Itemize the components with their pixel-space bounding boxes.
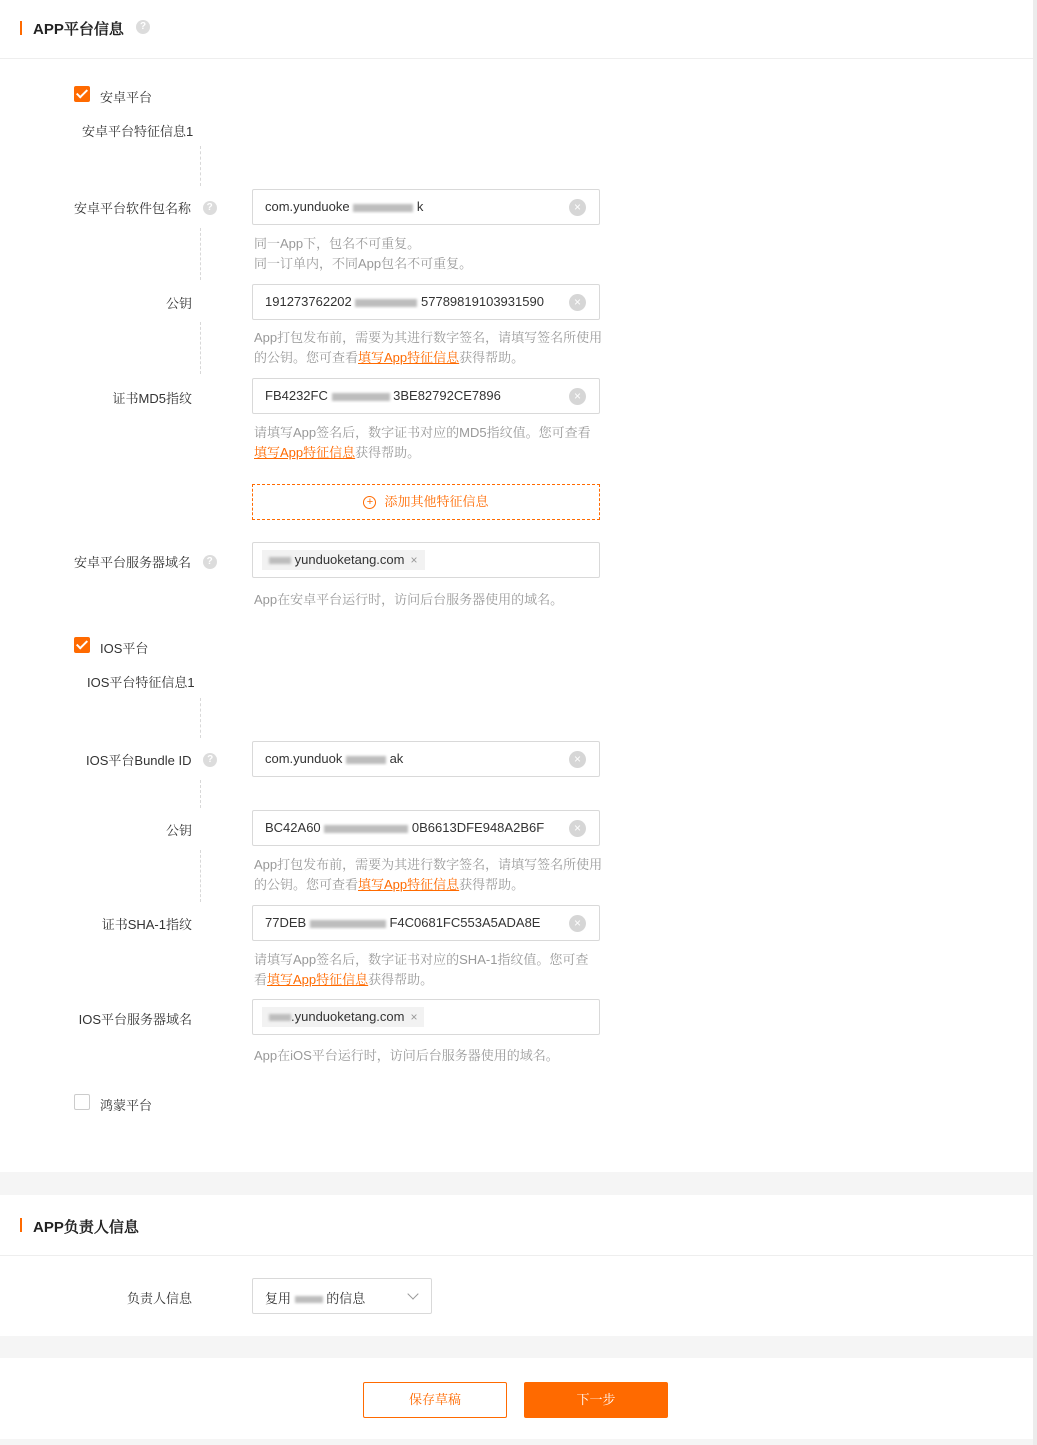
ios-public-key-input[interactable] — [252, 810, 600, 846]
help-link[interactable]: 填写App特征信息 — [358, 877, 460, 892]
page-scrollbar[interactable] — [1033, 0, 1037, 1445]
android-public-key-value: 191273762202 57789819103931590 — [265, 294, 544, 309]
timeline-connector — [200, 850, 201, 902]
owner-select[interactable] — [252, 1278, 432, 1314]
ios-platform-checkbox[interactable] — [74, 637, 90, 653]
timeline-connector — [200, 146, 201, 186]
harmony-platform-label: 鸿蒙平台 — [100, 1098, 153, 1113]
actions-card — [0, 1358, 1033, 1439]
android-package-label: 安卓平台软件包名称 — [74, 201, 192, 216]
section-accent-bar — [20, 1218, 22, 1232]
clear-icon[interactable]: × — [569, 751, 586, 768]
android-md5-hint: 请填写App签名后，数字证书对应的MD5指纹值。您可查看填写App特征信息获得帮助。 — [254, 425, 591, 460]
ios-domain-hint: App在iOS平台运行时，访问后台服务器使用的域名。 — [254, 1048, 559, 1063]
ios-platform-label: IOS平台 — [100, 641, 149, 656]
clear-icon[interactable]: × — [569, 820, 586, 837]
android-public-key-input[interactable] — [252, 284, 600, 320]
ios-public-key-value: BC42A60 0B6613DFE948A2B6F — [265, 820, 545, 835]
ios-public-key-hint: App打包发布前，需要为其进行数字签名，请填写签名所使用的公钥。您可查看填写App特征信息获得帮助。 — [254, 857, 603, 892]
add-feature-info-button[interactable]: + 添加其他特征信息 — [252, 484, 600, 520]
android-package-hint: 同一App下，包名不可重复。 同一订单内，不同App包名不可重复。 — [254, 236, 473, 271]
android-domain-label: 安卓平台服务器域名 — [74, 555, 192, 570]
ios-feature-title: IOS平台特征信息1 — [87, 675, 195, 690]
remove-tag-icon[interactable]: × — [410, 1010, 418, 1024]
ios-sha1-value: 77DEB F4C0681FC553A5ADA8E — [265, 915, 541, 930]
android-domain-hint: App在安卓平台运行时，访问后台服务器使用的域名。 — [254, 592, 564, 607]
android-public-key-label: 公钥 — [165, 296, 192, 311]
timeline-connector — [200, 698, 201, 738]
next-step-button[interactable]: 下一步 — [524, 1382, 668, 1418]
ios-public-key-label: 公钥 — [165, 823, 192, 838]
clear-icon[interactable]: × — [569, 294, 586, 311]
owner-label: 负责人信息 — [126, 1291, 192, 1306]
android-domain-input[interactable] — [252, 542, 600, 578]
ios-bundle-label-row — [86, 750, 217, 769]
owner-info-card — [0, 1195, 1033, 1336]
timeline-connector — [200, 780, 201, 808]
ios-bundle-input[interactable] — [252, 741, 600, 777]
android-md5-input[interactable] — [252, 378, 600, 414]
ios-sha1-hint: 请填写App签名后，数字证书对应的SHA-1指纹值。您可查看填写App特征信息获得帮助。 — [254, 952, 589, 987]
ios-sha1-input[interactable] — [252, 905, 600, 941]
timeline-connector — [200, 228, 201, 280]
help-link[interactable]: 填写App特征信息 — [358, 350, 460, 365]
owner-section-header — [0, 1195, 1033, 1256]
help-link[interactable]: 填写App特征信息 — [254, 445, 356, 460]
domain-tag: .yunduoketang.com × — [262, 1007, 424, 1027]
help-icon[interactable]: ? — [136, 20, 150, 34]
android-public-key-hint: App打包发布前，需要为其进行数字签名，请填写签名所使用的公钥。您可查看填写App特征信息获得帮助。 — [254, 330, 603, 365]
help-icon[interactable]: ? — [203, 201, 217, 215]
harmony-platform-checkbox[interactable] — [74, 1094, 90, 1110]
ios-bundle-value: com.yunduok ak — [265, 751, 404, 766]
timeline-connector — [200, 322, 201, 374]
plus-circle-icon: + — [363, 496, 376, 509]
section-accent-bar — [20, 21, 22, 35]
clear-icon[interactable]: × — [569, 388, 586, 405]
android-package-label-row — [74, 198, 217, 217]
help-icon[interactable]: ? — [203, 753, 217, 767]
android-md5-value: FB4232FC 3BE82792CE7896 — [265, 388, 501, 403]
clear-icon[interactable]: × — [569, 199, 586, 216]
ios-sha1-label: 证书SHA-1指纹 — [101, 917, 192, 932]
android-package-input[interactable] — [252, 189, 600, 225]
ios-domain-input[interactable] — [252, 999, 600, 1035]
help-icon[interactable]: ? — [203, 555, 217, 569]
android-package-value: com.yunduoke k — [265, 199, 424, 214]
owner-select-value: 复用 的信息 — [265, 1291, 366, 1306]
android-platform-label: 安卓平台 — [100, 90, 153, 105]
platform-section-header — [0, 0, 1033, 59]
domain-tag: yunduoketang.com × — [262, 550, 425, 570]
android-domain-label-row — [74, 552, 217, 571]
android-platform-checkbox[interactable] — [74, 86, 90, 102]
help-link[interactable]: 填写App特征信息 — [267, 972, 369, 987]
ios-bundle-label: IOS平台Bundle ID — [86, 753, 192, 768]
android-feature-title: 安卓平台特征信息1 — [82, 124, 194, 139]
save-draft-button[interactable]: 保存草稿 — [363, 1382, 507, 1418]
remove-tag-icon[interactable]: × — [410, 553, 418, 567]
clear-icon[interactable]: × — [569, 915, 586, 932]
android-md5-label: 证书MD5指纹 — [112, 391, 192, 406]
chevron-down-icon — [407, 1288, 418, 1299]
owner-section-title: APP负责人信息 — [33, 1219, 139, 1236]
platform-section-title: APP平台信息 — [33, 21, 124, 38]
ios-domain-label: IOS平台服务器域名 — [78, 1012, 192, 1027]
